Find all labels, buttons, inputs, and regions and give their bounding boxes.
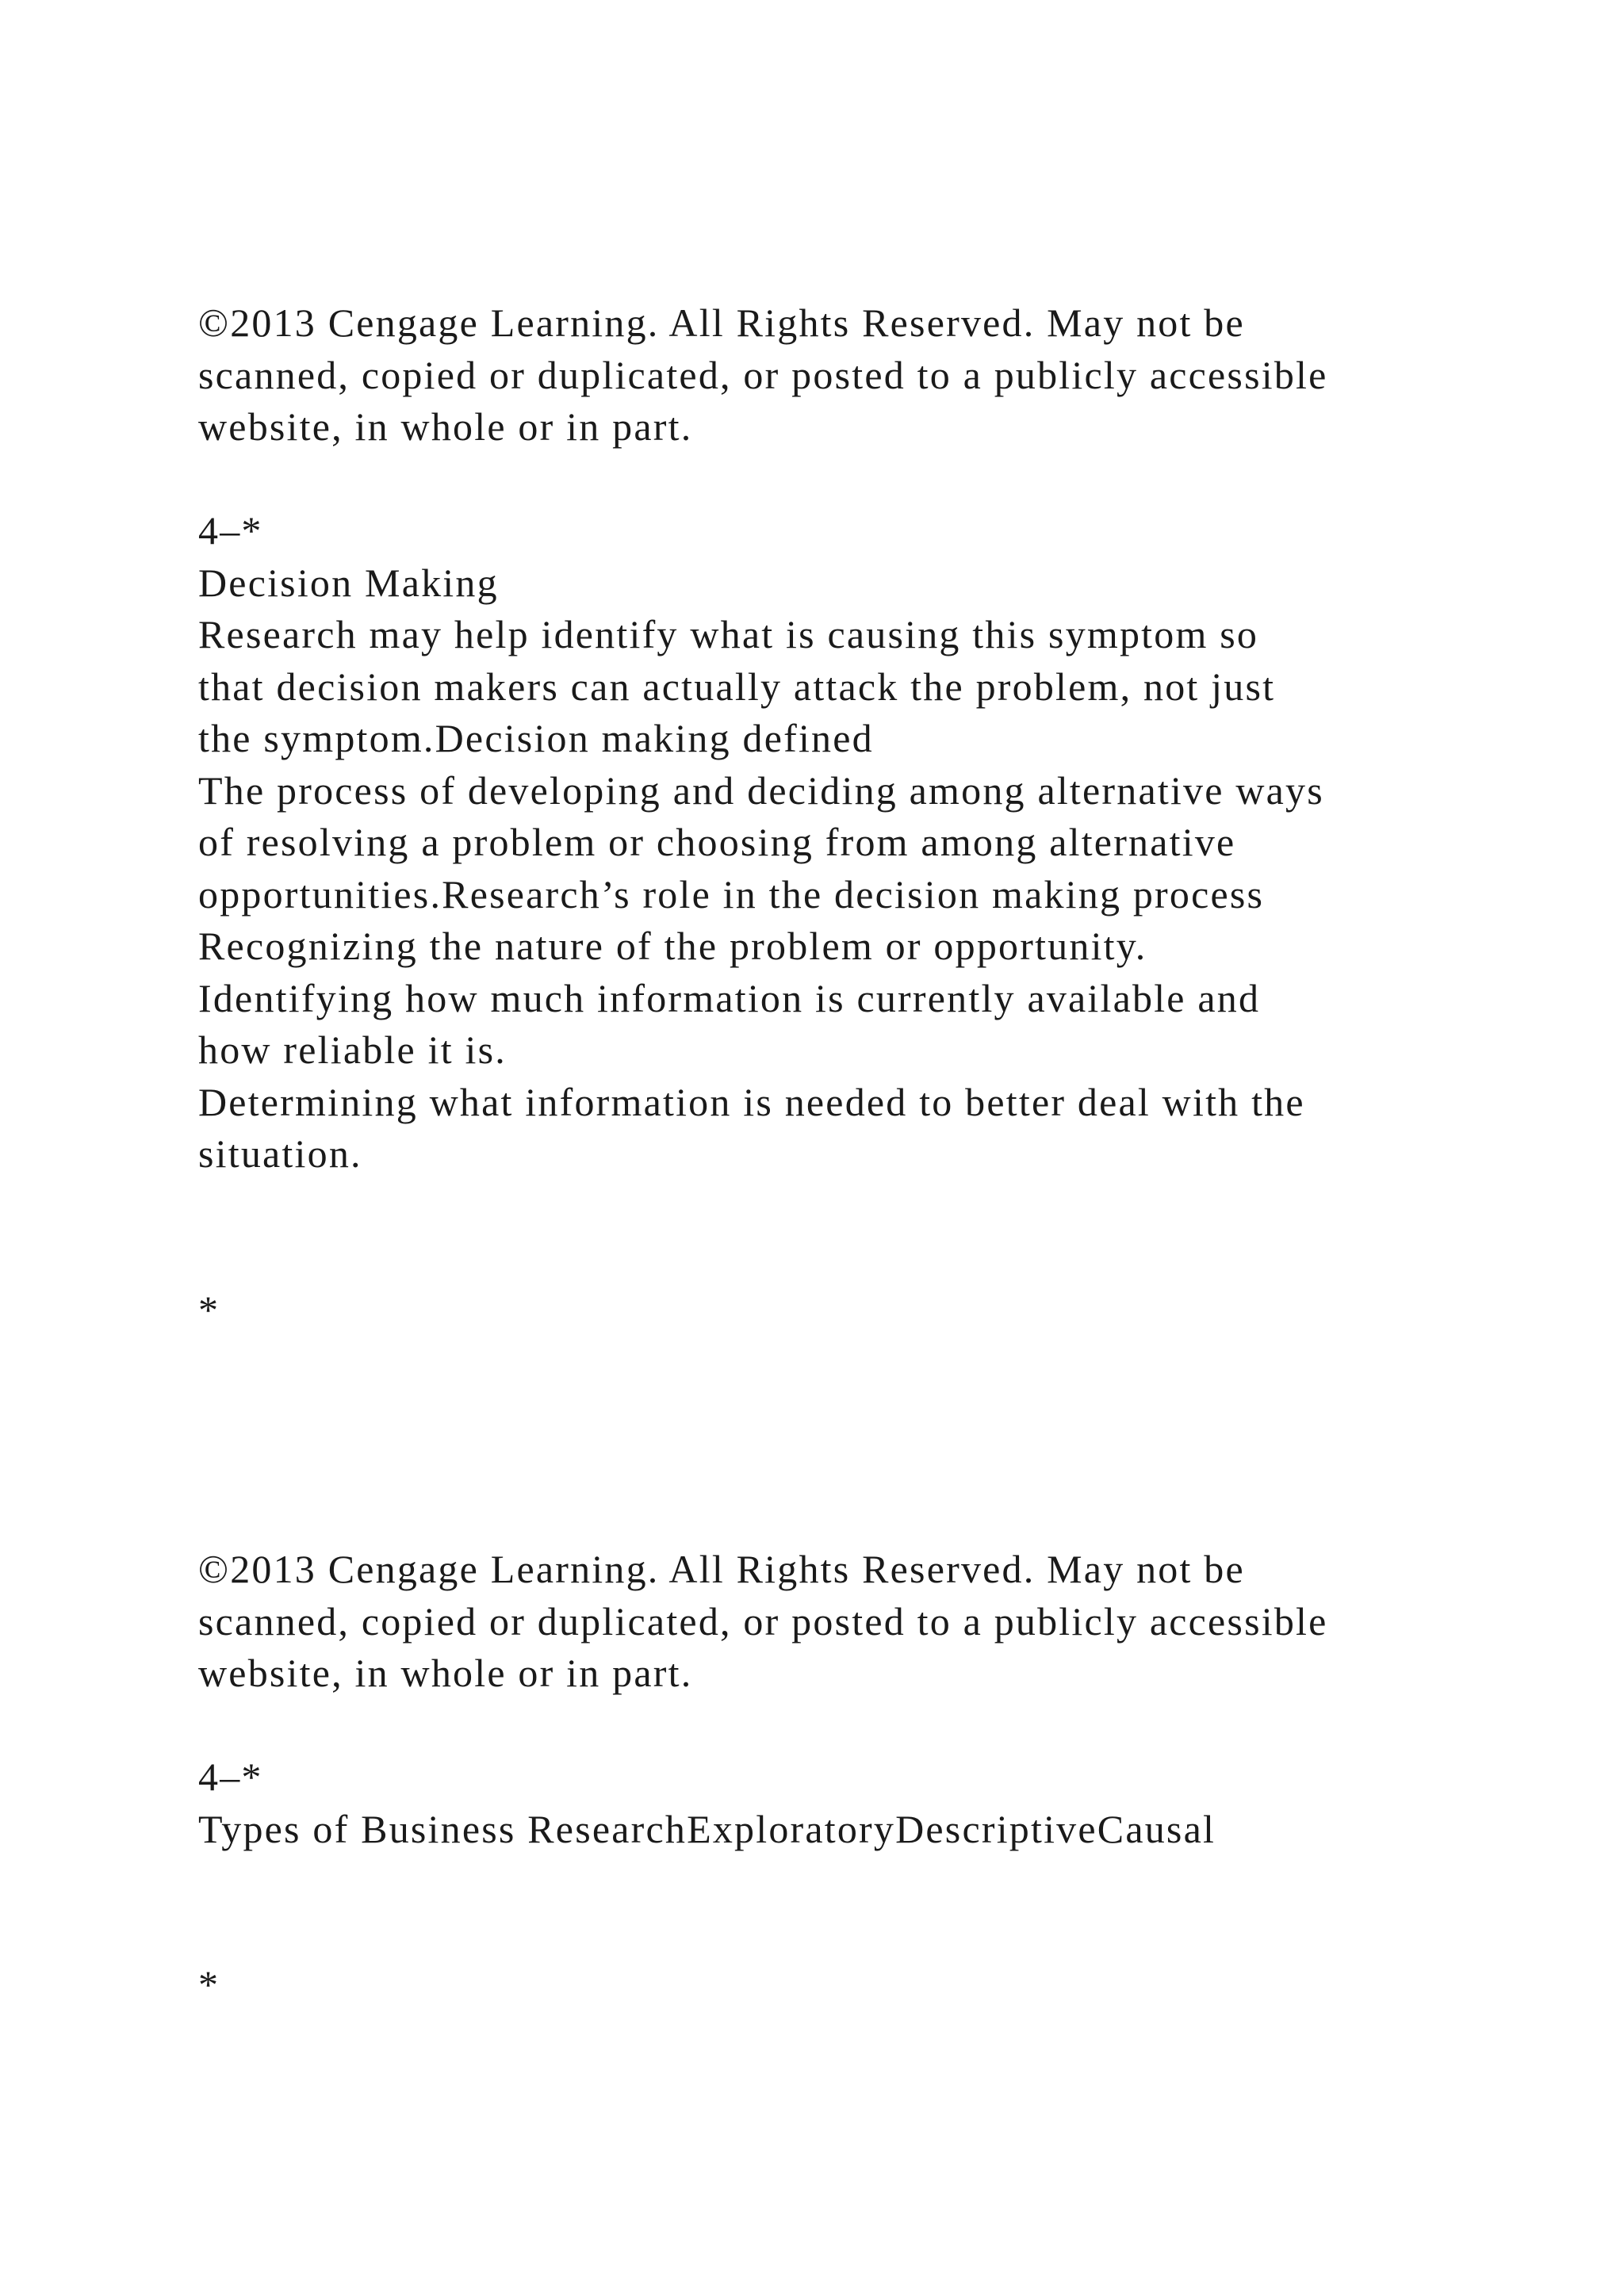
body-line: Research may help identify what is causing this symptom so	[198, 612, 1259, 656]
copyright-line: ©2013 Cengage Learning. All Rights Reserved. May not be	[198, 300, 1245, 345]
slide-2	[198, 1544, 1546, 2011]
document-page	[198, 297, 1546, 2011]
footer-mark: *	[198, 1287, 220, 1332]
body-line: the symptom.Decision making defined	[198, 716, 874, 760]
footer-mark: *	[198, 1962, 220, 2007]
body-line: how reliable it is.	[198, 1027, 507, 1072]
body-line: Determining what information is needed to better deal with the	[198, 1079, 1305, 1124]
body-line: Recognizing the nature of the problem or opportunity.	[198, 924, 1147, 968]
body-line: that decision makers can actually attack the problem, not just	[198, 664, 1276, 709]
body-line: of resolving a problem or choosing from among alternative	[198, 820, 1236, 864]
slide-body	[198, 609, 1546, 1181]
body-line: Identifying how much information is currently available and	[198, 975, 1261, 1020]
slide-number: 4–*	[198, 1755, 263, 1799]
copyright-line: scanned, copied or duplicated, or posted to a publicly accessible	[198, 1598, 1328, 1644]
copyright-notice	[198, 297, 1546, 453]
copyright-line: website, in whole or in part.	[198, 404, 693, 449]
body-line: The process of developing and deciding among alternative ways	[198, 767, 1324, 813]
copyright-line: website, in whole or in part.	[198, 1651, 693, 1695]
slide-number: 4–*	[198, 508, 263, 553]
slide-title: Decision Making	[198, 560, 499, 605]
body-line: situation.	[198, 1131, 362, 1176]
body-line: opportunities.Research’s role in the decision making process	[198, 871, 1265, 916]
copyright-line: ©2013 Cengage Learning. All Rights Reserved. May not be	[198, 1547, 1245, 1591]
copyright-notice	[198, 1544, 1546, 1700]
slide-title: Types of Business ResearchExploratoryDescriptiveCausal	[198, 1806, 1216, 1851]
copyright-line: scanned, copied or duplicated, or posted to a publicly accessible	[198, 352, 1328, 397]
slide-1	[198, 297, 1546, 1336]
